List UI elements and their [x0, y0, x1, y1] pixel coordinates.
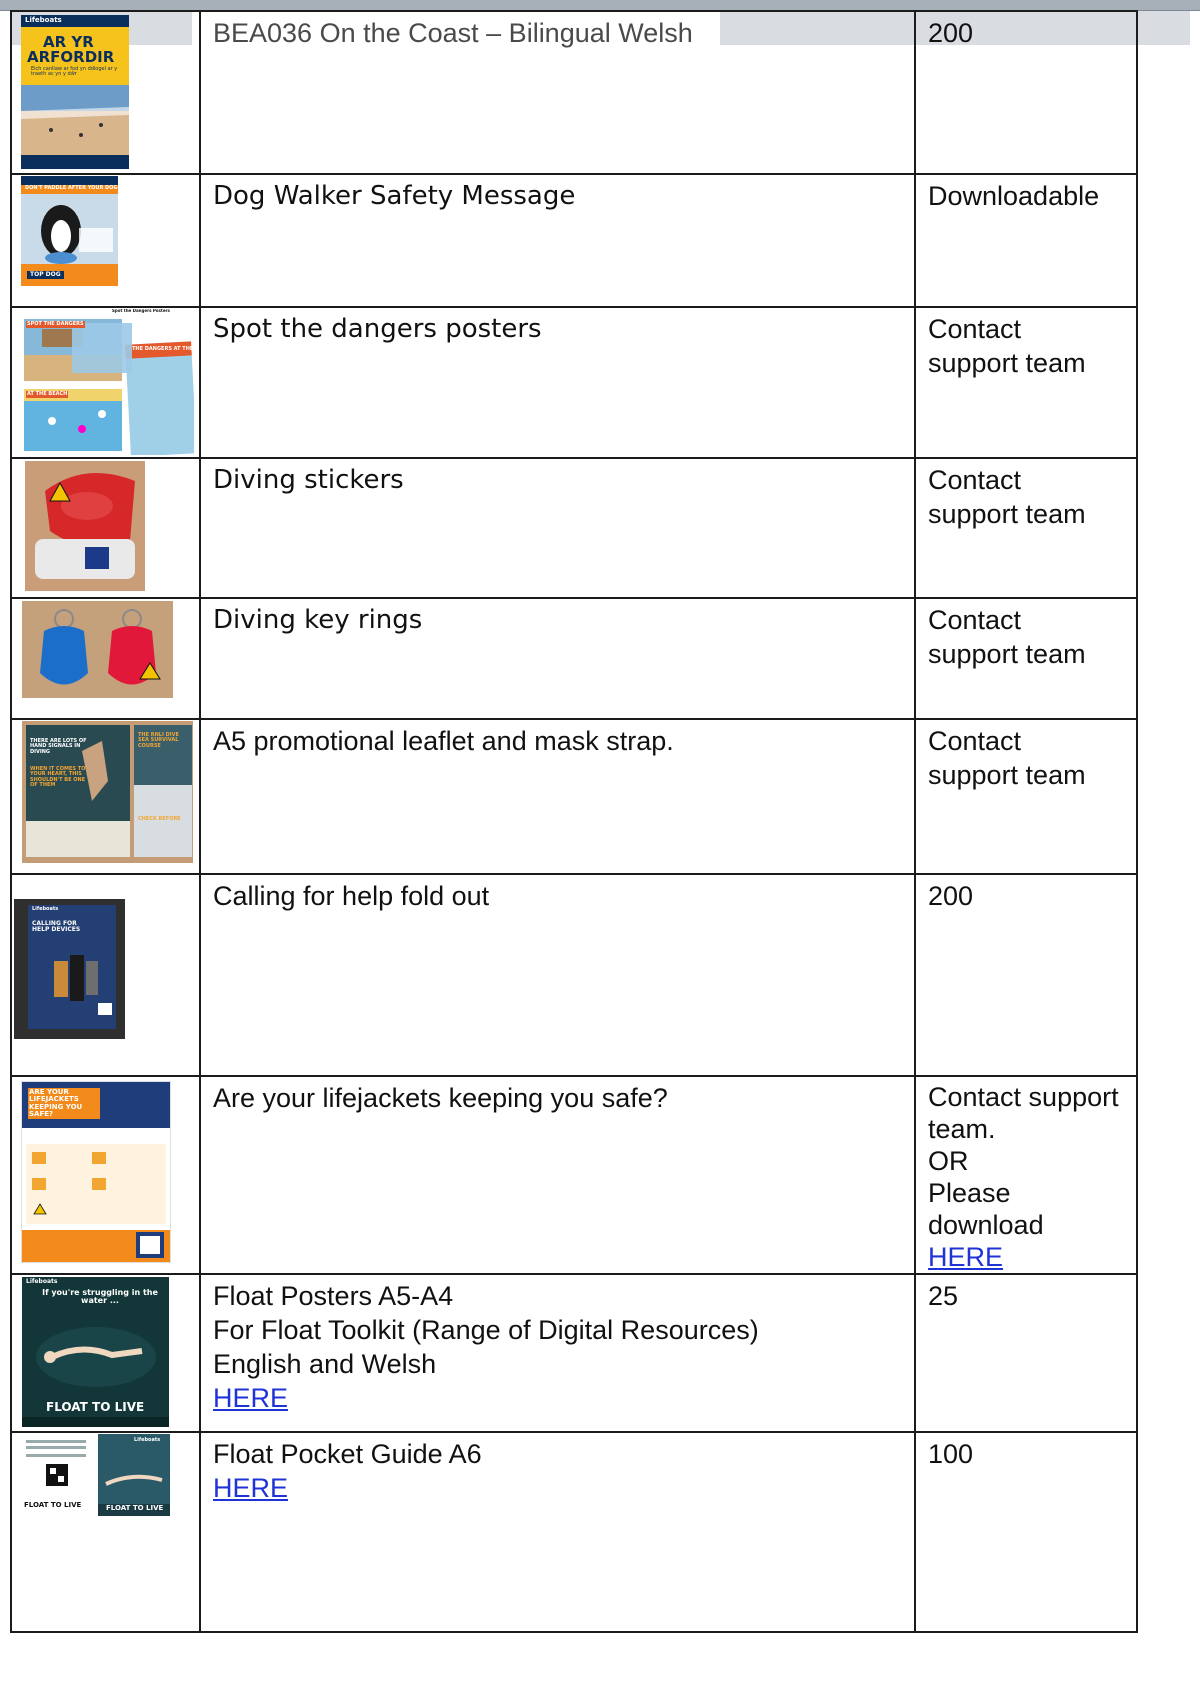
a5-promotional-leaflet-photo	[22, 721, 193, 863]
description-cell	[200, 458, 915, 598]
dog-walker-poster-thumbnail	[21, 176, 118, 304]
quantity-cell	[915, 307, 1137, 458]
thumb-label-b: THE DANGERS AT THE	[132, 346, 194, 352]
item-quantity: 100	[928, 1439, 974, 1469]
thumb-tag-right: FLOAT TO LIVE	[106, 1504, 164, 1512]
quantity-cell	[915, 11, 1137, 174]
quantity-cell	[915, 174, 1137, 307]
thumb-brand: Lifeboats	[25, 16, 62, 24]
thumb-check: CHECK BEFORE	[138, 816, 181, 822]
on-the-coast-leaflet-thumbnail	[21, 15, 129, 169]
thumb-headline: THERE ARE LOTS OF HAND SIGNALS IN DIVING	[30, 738, 87, 755]
thumb-label-a: SPOT THE DANGERS	[27, 321, 84, 327]
download-here-link[interactable]: HERE	[928, 1242, 1004, 1272]
thumbnail-cell	[11, 1076, 200, 1274]
quantity-cell	[915, 598, 1137, 719]
thumb-right: THE RNLI DIVE SEA SURVIVAL COURSE	[138, 732, 179, 749]
item-quantity: Contact support team	[928, 314, 1086, 378]
table-row	[11, 598, 1137, 719]
quantity-cell	[915, 458, 1137, 598]
item-description: Diving key rings	[213, 605, 423, 635]
diving-key-rings-photo	[22, 601, 173, 698]
table-row	[11, 1076, 1137, 1274]
quantity-cell	[915, 874, 1137, 1076]
item-quantity: Contact support team	[928, 605, 1086, 669]
item-quantity: 200	[928, 18, 974, 48]
item-description: Dog Walker Safety Message	[213, 181, 576, 211]
thumb-label-c: AT THE BEACH	[27, 391, 68, 397]
item-quantity: 200	[928, 881, 974, 911]
description-cell	[200, 11, 915, 174]
thumb-caption: Spot the Dangers Posters	[112, 309, 170, 313]
item-quantity: Contact support team. OR Please download HERE	[928, 1082, 1119, 1272]
thumb-title-2: ARFORDIR	[27, 48, 115, 66]
table-row	[11, 719, 1137, 874]
item-quantity: 25	[928, 1281, 959, 1311]
calling-for-help-foldout-photo	[14, 899, 125, 1039]
thumbnail-cell	[11, 458, 200, 598]
description-cell	[200, 598, 915, 719]
item-description: Float Pocket Guide A6 HERE	[213, 1439, 482, 1503]
thumb-brand: Lifeboats	[32, 906, 59, 912]
thumb-title: ARE YOUR LIFEJACKETS KEEPING YOU SAFE?	[28, 1088, 100, 1119]
thumb-headline: If you're struggling in the water ...	[42, 1288, 158, 1306]
table-row	[11, 11, 1137, 174]
item-description: Calling for help fold out	[213, 881, 490, 911]
thumb-tag: FLOAT TO LIVE	[46, 1400, 145, 1414]
item-description: BEA036 On the Coast – Bilingual Welsh	[213, 18, 693, 48]
table-row	[11, 874, 1137, 1076]
description-cell	[200, 719, 915, 874]
description-cell	[200, 174, 915, 307]
table-row	[11, 458, 1137, 598]
lifejackets-leaflet-thumbnail	[21, 1081, 171, 1263]
quantity-cell	[915, 1432, 1137, 1632]
thumb-brand: Lifeboats	[26, 1278, 58, 1285]
float-pocket-guide-thumbnail	[22, 1434, 170, 1516]
thumb-banner: DON'T PADDLE AFTER YOUR DOG	[25, 185, 118, 191]
quantity-cell	[915, 719, 1137, 874]
thumbnail-cell	[11, 598, 200, 719]
table-row	[11, 307, 1137, 458]
table-row	[11, 174, 1137, 307]
description-cell	[200, 1274, 915, 1432]
thumbnail-cell	[11, 1274, 200, 1432]
resources-table	[10, 10, 1138, 1633]
item-description: Float Posters A5-A4 For Float Toolkit (Range of Digital Resources) English and Welsh HERE	[213, 1281, 759, 1413]
item-quantity: Downloadable	[928, 181, 1100, 211]
thumb-sub: Eich canllaw ar fod yn ddiogel ar y traeth ac yn y dŵr	[31, 66, 118, 78]
description-cell	[200, 307, 915, 458]
quantity-cell	[915, 1076, 1137, 1274]
description-cell	[200, 874, 915, 1076]
table-row	[11, 1274, 1137, 1432]
item-description: Diving stickers	[213, 465, 404, 495]
item-description: Spot the dangers posters	[213, 314, 542, 344]
thumb-badge: TOP DOG	[27, 271, 64, 279]
thumbnail-cell	[11, 719, 200, 874]
thumbnail-cell	[11, 11, 200, 174]
thumb-tag-left: FLOAT TO LIVE	[24, 1501, 82, 1509]
thumb-brand: Lifeboats	[134, 1437, 161, 1443]
item-quantity: Contact support team	[928, 465, 1086, 529]
item-description: Are your lifejackets keeping you safe?	[213, 1083, 668, 1113]
quantity-cell	[915, 1274, 1137, 1432]
window-top-bar	[0, 0, 1200, 10]
thumb-title-1: AR YR	[43, 33, 94, 51]
description-cell	[200, 1432, 915, 1632]
thumbnail-cell	[11, 1432, 200, 1632]
float-poster-thumbnail	[22, 1277, 169, 1427]
float-toolkit-here-link[interactable]: HERE	[213, 1383, 289, 1413]
diving-stickers-photo	[25, 461, 145, 591]
thumbnail-cell	[11, 874, 200, 1076]
thumb-title: CALLING FOR HELP DEVICES	[32, 920, 81, 934]
item-description: A5 promotional leaflet and mask strap.	[213, 726, 674, 756]
thumbnail-cell	[11, 307, 200, 458]
thumbnail-cell	[11, 174, 200, 307]
table-row	[11, 1432, 1137, 1632]
thumb-sub: WHEN IT COMES TO YOUR HEART, THIS SHOULDN'T BE ONE OF THEM	[30, 766, 86, 788]
spot-the-dangers-posters-thumbnail	[12, 309, 194, 455]
description-cell	[200, 1076, 915, 1274]
pocket-guide-here-link[interactable]: HERE	[213, 1473, 289, 1503]
item-quantity: Contact support team	[928, 726, 1086, 790]
